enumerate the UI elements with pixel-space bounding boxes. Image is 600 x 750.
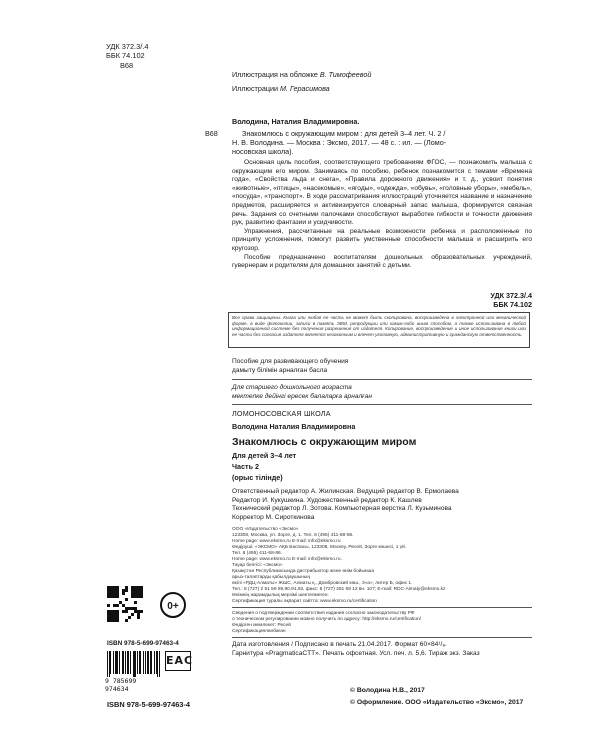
qr-module bbox=[107, 604, 110, 607]
qr-code-icon bbox=[107, 586, 143, 622]
qr-module bbox=[125, 610, 128, 613]
publisher-line-9: арыз-талаптарды қабылдаушының bbox=[232, 575, 311, 580]
publisher-block bbox=[232, 527, 532, 605]
bbk-left: ББК 74.102 bbox=[106, 51, 145, 61]
qr-module bbox=[140, 610, 143, 613]
barcode-bar bbox=[133, 651, 134, 677]
publisher-line-11: Тел.: 8 (727) 2 51 59 89,90,91,92, факс: 8 (727) 251 58 12 вн. 107; E-mail: RDC-Almaty@eksmo.kz bbox=[232, 587, 446, 592]
barcode-bar bbox=[130, 651, 131, 674]
catalog-record-1: Знакомлюсь с окружающим миром : для детей 3–4 лет. Ч. 2 / bbox=[242, 129, 446, 138]
qr-module bbox=[116, 604, 119, 607]
inner-credit-name: М. Герасимова bbox=[279, 84, 330, 93]
barcode-bar bbox=[150, 651, 151, 674]
publisher-line-12: Өнімнің жарамдылық мерзімі шектелмеген. bbox=[232, 593, 329, 598]
isbn-bottom: ISBN 978-5-699-97463-4 bbox=[107, 700, 190, 709]
age-block bbox=[232, 384, 532, 401]
catalog-bbk: ББК 74.102 bbox=[493, 300, 532, 309]
rights-text: Все права защищены. Книга или любая ее часть не может быть скопирована, воспроизведена в электронной или механической форме, в виде фотокопии, записи в память ЭВМ, репродукции или каким-либо иным способом, а также использована в любой информационной системе без получения разрешения от издателя. Копирование, воспроизведение и иное использование книги или ее части без согласия издателя является незаконным и влечет уголовную, административную и гражданскую ответственность. bbox=[232, 315, 526, 337]
isbn-small: ISBN 978-5-699-97463-4 bbox=[107, 640, 179, 647]
age-rating-icon: 0+ bbox=[160, 592, 186, 618]
barcode-bar bbox=[119, 651, 120, 674]
barcode-bar bbox=[127, 651, 128, 674]
editors-line-3: Технический редактор Л. Зотова. Компьютерная верстка Л. Кузьминова bbox=[232, 505, 452, 513]
barcode-bar bbox=[134, 651, 135, 677]
barcode-bar bbox=[157, 651, 158, 677]
purpose-line-3: Для старшего дошкольного возраста bbox=[232, 384, 352, 391]
cert-divider-top bbox=[232, 607, 532, 608]
series-name: ЛОМОНОСОВСКАЯ ШКОЛА bbox=[232, 409, 331, 418]
book-title: Знакомлюсь с окружающим миром bbox=[232, 436, 417, 448]
publisher-line-8: Қазақстан Республикасында дистрибьютор және өнім бойынша bbox=[232, 569, 375, 574]
purpose-line-2: дамыту білімін арналған басла bbox=[232, 366, 328, 374]
qr-module bbox=[116, 619, 119, 622]
udk-block-left bbox=[106, 42, 176, 70]
rights-box bbox=[228, 312, 530, 348]
cert-line-3: Өндірген мемлекет: Ресей bbox=[232, 623, 291, 628]
cover-credit-label: Иллюстрация на обложке bbox=[232, 70, 318, 79]
barcode-bar bbox=[128, 651, 129, 674]
barcode-digits: 9 785699 974634 bbox=[105, 677, 137, 693]
publisher-line-10: өкілі «РДЦ-Алматы» ЖШС, Алматы қ., Домбровский көш., 3«а», литер Б, офис 1. bbox=[232, 581, 413, 586]
catalog-code: В68 bbox=[205, 129, 218, 138]
abstract-paragraph-1: Основная цель пособия, соответствующего требованиям ФГОС, — познакомить малыша с окружающим его миром. Занимаясь по пособию, ребенок познакомится с темами «Времена года», «Свойства льда и снега», «Правила дорожного движения» и т. д., усвоит понятия «животные», «птицы», «насекомые», «ягоды», «одежда», «обувь», «головные уборы», «мебель», «посуда», «транспорт». В ходе рассматривания иллюстраций уточняется название и назначение предметов, расширяется и активизируется словарный запас малыша, формируется связная речь. Задания со счетными палочками способствуют выработке гибкости и точности движения рук, развитию фантазии и усидчивости. bbox=[232, 159, 532, 227]
barcode-bar bbox=[139, 651, 140, 674]
publisher-line-3: Home page: www.eksmo.ru E-mail: info@eksmo.ru bbox=[232, 539, 341, 544]
qr-module bbox=[125, 589, 128, 592]
eac-mark-icon: EAC bbox=[165, 651, 191, 671]
editors-line-2: Редактор И. Кукушкина. Художественный редактор К. Кашлев bbox=[232, 496, 422, 504]
cover-credit-name: В. Тимофеевой bbox=[319, 70, 372, 79]
publisher-line-2: 123308, Москва, ул. Зорге, д. 1. Тел. 8 (495) 411-68-86. bbox=[232, 533, 354, 538]
copyright-author: © Володина Н.В., 2017 bbox=[350, 687, 425, 694]
purpose-line-1: Пособие для развивающего обучения bbox=[232, 358, 349, 365]
purpose-line-4: мектепке дейінгі ересек балаларға арналған bbox=[232, 392, 372, 400]
publisher-line-1: ООО «Издательство «Эксмо» bbox=[232, 527, 299, 532]
barcode-bar bbox=[122, 651, 123, 674]
barcode-bar bbox=[116, 651, 117, 674]
qr-module bbox=[125, 619, 128, 622]
cover-credit bbox=[232, 70, 532, 79]
qr-module bbox=[134, 601, 137, 604]
age-divider bbox=[232, 404, 532, 405]
barcode-bar bbox=[107, 651, 108, 677]
editors-line-4: Корректор М. Сироткинова bbox=[232, 513, 315, 521]
catalog-record-3: носовская школа). bbox=[232, 147, 294, 156]
barcode-bar bbox=[151, 651, 152, 674]
cert-line-1: Сведения о подтверждении соответствия издания согласно законодательству РФ bbox=[232, 611, 415, 616]
qr-module bbox=[116, 595, 119, 598]
barcode-bar bbox=[147, 651, 148, 674]
abstract-paragraph-3: Пособие предназначено воспитателям дошкольных образовательных учреждений, гувернерам и родителям для домашних занятий с детьми. bbox=[232, 253, 532, 270]
book-age: Для детей 3–4 лет bbox=[232, 451, 297, 460]
barcode-bar bbox=[113, 651, 114, 674]
purpose-block bbox=[232, 358, 532, 375]
inner-credit bbox=[232, 84, 532, 93]
publisher-line-13: Сертификация туралы ақпарат сайтта: www.eksmo.ru/certification bbox=[232, 599, 377, 604]
cert-block bbox=[232, 611, 532, 635]
cert-line-4: Сертификацияланбаған bbox=[232, 629, 286, 634]
barcode-bar bbox=[115, 651, 116, 674]
barcode-bar bbox=[154, 651, 155, 674]
catalog-author: Володина, Наталия Владимировна. bbox=[232, 117, 360, 126]
barcode-bars bbox=[107, 651, 161, 677]
qr-module bbox=[131, 613, 134, 616]
cert-line-2: о техническом регулировании можно получить по адресу: http://eksmo.ru/certification/ bbox=[232, 617, 421, 622]
book-author: Володина Наталия Владимировна bbox=[232, 422, 356, 431]
barcode-bar bbox=[145, 651, 146, 674]
publisher-line-5: Тел. 8 (495) 411-68-86. bbox=[232, 551, 283, 556]
editors-block bbox=[232, 488, 532, 522]
qr-module bbox=[122, 592, 125, 595]
book-part: Часть 2 bbox=[232, 462, 259, 471]
editors-line-1: Ответственный редактор А. Жилинская. Ведущий редактор В. Ермолаева bbox=[232, 488, 459, 495]
publisher-line-6: Home page: www.eksmo.ru E-mail: info@eksmo.ru. bbox=[232, 557, 342, 562]
barcode-bar bbox=[135, 651, 136, 677]
barcode-bar bbox=[117, 651, 118, 674]
qr-module bbox=[128, 616, 131, 619]
catalog-abstract bbox=[232, 159, 532, 271]
book-language: (орыс тілінде) bbox=[232, 473, 283, 482]
inner-credit-label: Иллюстрации bbox=[232, 84, 278, 93]
print-info bbox=[232, 641, 537, 658]
qr-module bbox=[137, 616, 140, 619]
barcode-bar bbox=[156, 651, 157, 674]
print-divider-top bbox=[232, 637, 532, 638]
barcode-bar bbox=[143, 651, 144, 674]
barcode-icon bbox=[105, 651, 161, 693]
barcode-bar bbox=[123, 651, 124, 674]
barcode-bar bbox=[140, 651, 141, 674]
qr-module bbox=[125, 598, 128, 601]
code-left: В68 bbox=[120, 60, 134, 70]
print-line-1: Дата изготовления / Подписано в печать 21.04.2017. Формат 60×84¹/₈. bbox=[232, 641, 447, 648]
catalog-udk: УДК 372.3/.4 bbox=[490, 291, 532, 300]
barcode-bar bbox=[109, 651, 110, 677]
copyright-design: © Оформление. ООО «Издательство «Эксмо», 2017 bbox=[350, 699, 524, 706]
barcode-bar bbox=[159, 651, 160, 677]
publisher-line-7: Тауар белгісі: «Эксмо» bbox=[232, 563, 283, 568]
catalog-record bbox=[232, 129, 532, 156]
qr-module bbox=[140, 595, 143, 598]
publisher-line-4: Өндіруші: «ЭКСМО» АҚБ Баспасы, 123308, Мәскеу, Ресей, Зорге көшесі, 1 үй. bbox=[232, 545, 407, 550]
udk-left: УДК 372.3/.4 bbox=[106, 42, 149, 51]
catalog-record-2: Н. В. Володина. — Москва : Эксмо, 2017. — 48 с. : ил. — (Ломо- bbox=[232, 138, 447, 147]
barcode-bar bbox=[148, 651, 149, 674]
abstract-paragraph-2: Упражнения, рассчитанные на реальные возможности ребенка и расположенные по принципу усложнения, помогут развить умственные способности малыша и расширить его кругозор. bbox=[232, 227, 532, 252]
purpose-divider bbox=[232, 379, 532, 380]
barcode-bar bbox=[110, 651, 111, 674]
barcode-bar bbox=[137, 651, 138, 674]
barcode-bar bbox=[125, 651, 126, 674]
print-line-2: Гарнитура «PragmaticaCTT». Печать офсетная. Усл. печ. л. 5,6. Тираж экз. Заказ bbox=[232, 649, 480, 657]
